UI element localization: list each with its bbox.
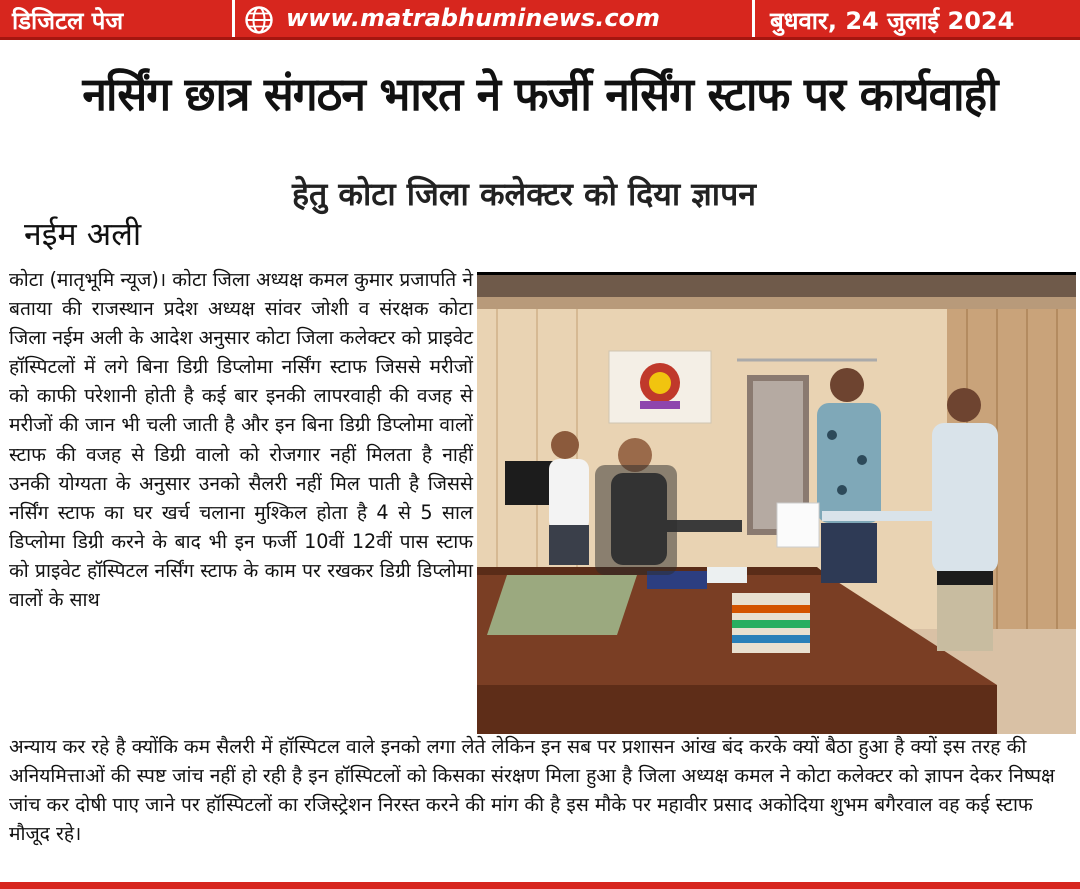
office-scene-image xyxy=(477,275,1076,734)
publication-date: बुधवार, 24 जुलाई 2024 xyxy=(770,7,1015,35)
article-body-column: कोटा (मातृभूमि न्यूज)। कोटा जिला अध्यक्ष कमल कुमार प्रजापति ने बताया की राजस्थान प्रदेश अध्यक्ष सांवर जोशी व संरक्षक कोटा जिला नईम अली के आदेश अनुसार कोटा जिला कलेक्टर को प्राइवेट हॉस्पिटलों में लगे बिना डिग्री डिप्लोमा नर्सिंग स्टाफ जिससे मरीजों को काफी परेशानी होती है कई बार इनकी लापरवाही की वजह से मरीजों की जान भी चली जाती है और इन बिना डिग्री डिप्लोमा वालों स्टाफ की वजह से डिग्री वालो को रोजगार नहीं मिलता है नाहीं उनकी योग्यता के अनुसार उनको सैलरी नहीं मिल पाती है जिससे नर्सिंग स्टाफ का घर खर्च चलाना मुश्किल होता है 4 से 5 साल डिप्लोमा डिग्री करने के बाद भी इन फर्जी 10वीं 12वीं पास स्टाफ को प्राइवेट हॉस्पिटल नर्सिंग स्टाफ के काम पर रखकर डिग्री डिप्लोमा वालों के साथ xyxy=(9,268,473,612)
subheadline: हेतु कोटा जिला कलेक्टर को दिया ज्ञापन xyxy=(292,175,757,213)
globe-icon xyxy=(244,5,274,35)
masthead-bar xyxy=(0,0,1080,40)
article-body-continued: अन्याय कर रहे है क्योंकि कम सैलरी में हॉस्पिटल वाले इनको लगा लेते लेकिन इन सब पर प्रशासन आंख बंद करके क्यों बैठा हुआ है क्यों इस तरह की अनियमित्ताओं की स्पष्ट जांच नहीं हो रही है इन हॉस्पिटलों को किसका संरक्षण मिला हुआ है जिला अध्यक्ष कमल ने कोटा कलेक्टर को ज्ञापन देकर निष्पक्ष जांच कर दोषी पाए जाने पर हॉस्पिटलों का रजिस्ट्रेशन निरस्त करने की मांग की है इस मौके पर महावीर प्रसाद अकोदिया शुभम बगैरवाल वह कई स्टाफ मौजूद रहे। xyxy=(9,735,1055,846)
footer-bar xyxy=(0,882,1080,889)
divider xyxy=(232,0,235,37)
byline: नईम अली xyxy=(24,215,142,253)
headline: नर्सिंग छात्र संगठन भारत ने फर्जी नर्सिंग स्टाफ पर कार्यवाही xyxy=(82,67,998,121)
article-photo xyxy=(477,272,1076,734)
website-link[interactable]: www.matrabhuminews.com xyxy=(286,4,661,32)
divider xyxy=(752,0,755,37)
section-label: डिजिटल पेज xyxy=(12,7,124,35)
